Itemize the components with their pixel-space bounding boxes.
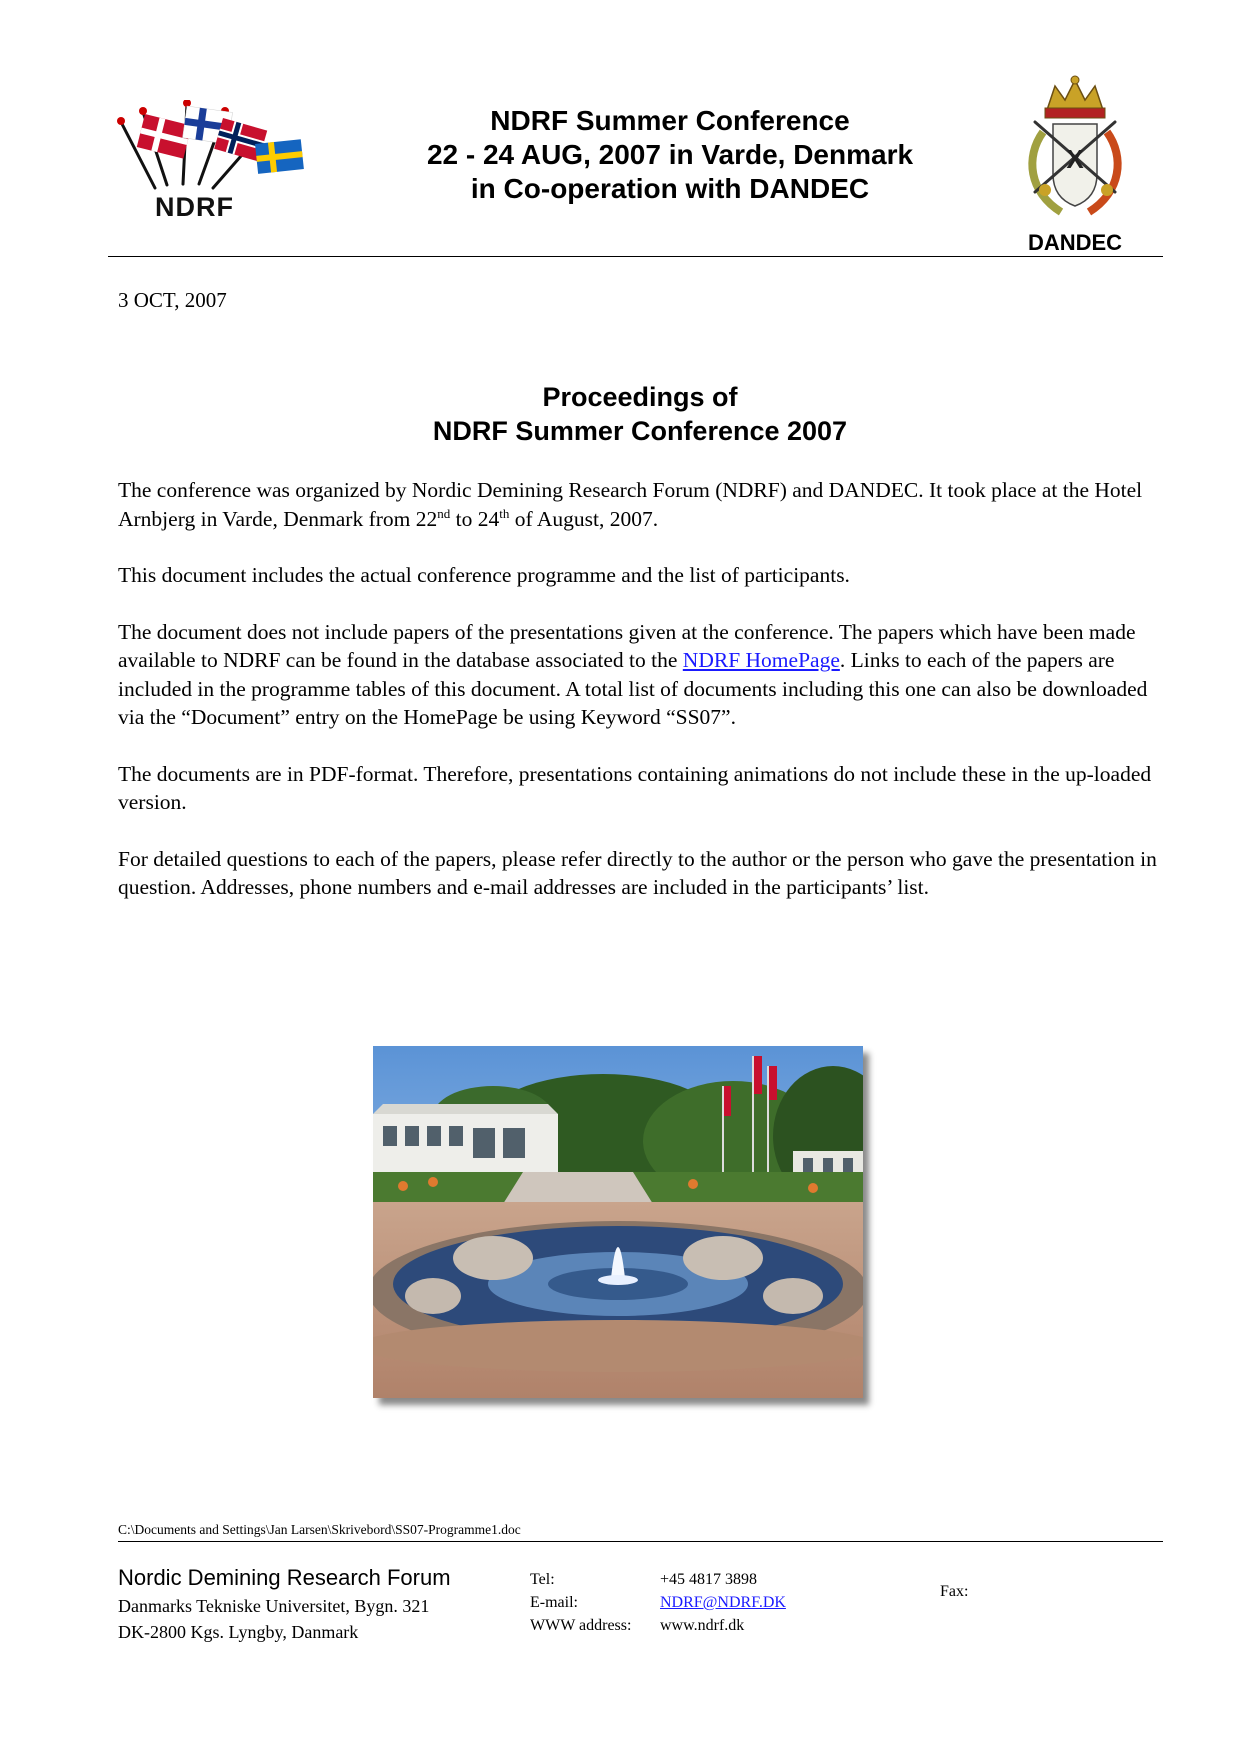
paragraph-papers bbox=[118, 618, 1163, 732]
paragraph-intro-part-2: to 24 bbox=[450, 506, 500, 531]
fax-label: Fax: bbox=[940, 1583, 969, 1600]
ndrf-logo bbox=[115, 100, 315, 225]
conference-header-title bbox=[330, 104, 1010, 206]
body-text bbox=[118, 476, 1163, 930]
tel-label: Tel: bbox=[530, 1571, 555, 1588]
paragraph-intro-part-3: of August, 2007. bbox=[509, 506, 659, 531]
email-label: E-mail: bbox=[530, 1594, 578, 1611]
paragraph-intro-part-1: The conference was organized by Nordic Demining Research Forum (NDRF) and DANDEC. It took place at the Hotel Arnbjerg in Varde, Denmark from 22 bbox=[118, 478, 1143, 531]
tel-value: +45 4817 3898 bbox=[660, 1571, 758, 1588]
superscript-nd: nd bbox=[437, 505, 451, 521]
paragraph-papers-part-1: The document does not include papers of the presentations given at the conference. The papers which have been made available to NDRF can be found in the database associated to the bbox=[118, 619, 1136, 672]
www-label: WWW address: bbox=[530, 1617, 632, 1634]
proceedings-title bbox=[330, 380, 950, 448]
hotel-photo bbox=[373, 1046, 863, 1398]
paragraph-contents: This document includes the actual conference programme and the list of participants. bbox=[118, 563, 850, 587]
paragraph-intro bbox=[118, 476, 1163, 533]
proceedings-title-line-1: Proceedings of bbox=[542, 382, 738, 412]
header-divider bbox=[108, 256, 1163, 257]
dandec-logo-label: DANDEC bbox=[1027, 230, 1123, 255]
header-title-line-2: 22 - 24 AUG, 2007 in Varde, Denmark bbox=[426, 139, 914, 170]
header-title-line-3: in Co-operation with DANDEC bbox=[470, 173, 870, 204]
ndrf-logo-text: NDRF bbox=[155, 192, 234, 222]
paragraph-papers-part-2: . Links to each of the papers are included in the programme tables of this document. A total list of documents including this one can also be downloaded via the “Document” entry on the HomePage be using Keyword “SS07”. bbox=[118, 648, 1148, 729]
hotel-fountain-image bbox=[373, 1046, 863, 1398]
svg-text:X: X bbox=[1066, 144, 1084, 174]
paragraph-format: The documents are in PDF-format. Therefore, presentations containing animations do not include these in the up-loaded version. bbox=[118, 761, 1152, 814]
footer-address-line-2: DK-2800 Kgs. Lyngby, Danmark bbox=[118, 1622, 359, 1642]
proceedings-title-line-2: NDRF Summer Conference 2007 bbox=[432, 416, 848, 446]
footer-address-line-1: Danmarks Tekniske Universitet, Bygn. 321 bbox=[118, 1596, 430, 1616]
email-link[interactable]: NDRF@NDRF.DK bbox=[660, 1594, 786, 1611]
header-title-line-1: NDRF Summer Conference bbox=[490, 105, 850, 136]
paragraph-questions: For detailed questions to each of the papers, please refer directly to the author or the person who gave the presentation in question. Addresses, phone numbers and e-mail addresses are included in the participants’ list. bbox=[118, 846, 1157, 899]
crest-icon bbox=[1015, 72, 1135, 222]
dandec-logo bbox=[1015, 72, 1135, 222]
footer-divider bbox=[118, 1541, 1163, 1542]
superscript-th: th bbox=[499, 505, 510, 521]
www-value: www.ndrf.dk bbox=[660, 1617, 745, 1634]
document-date: 3 OCT, 2007 bbox=[118, 288, 227, 312]
ndrf-homepage-link[interactable]: NDRF HomePage bbox=[682, 648, 840, 672]
file-path: C:\Documents and Settings\Jan Larsen\Skrivebord\SS07-Programme1.doc bbox=[118, 1522, 521, 1537]
footer-org-name: Nordic Demining Research Forum bbox=[118, 1565, 451, 1590]
